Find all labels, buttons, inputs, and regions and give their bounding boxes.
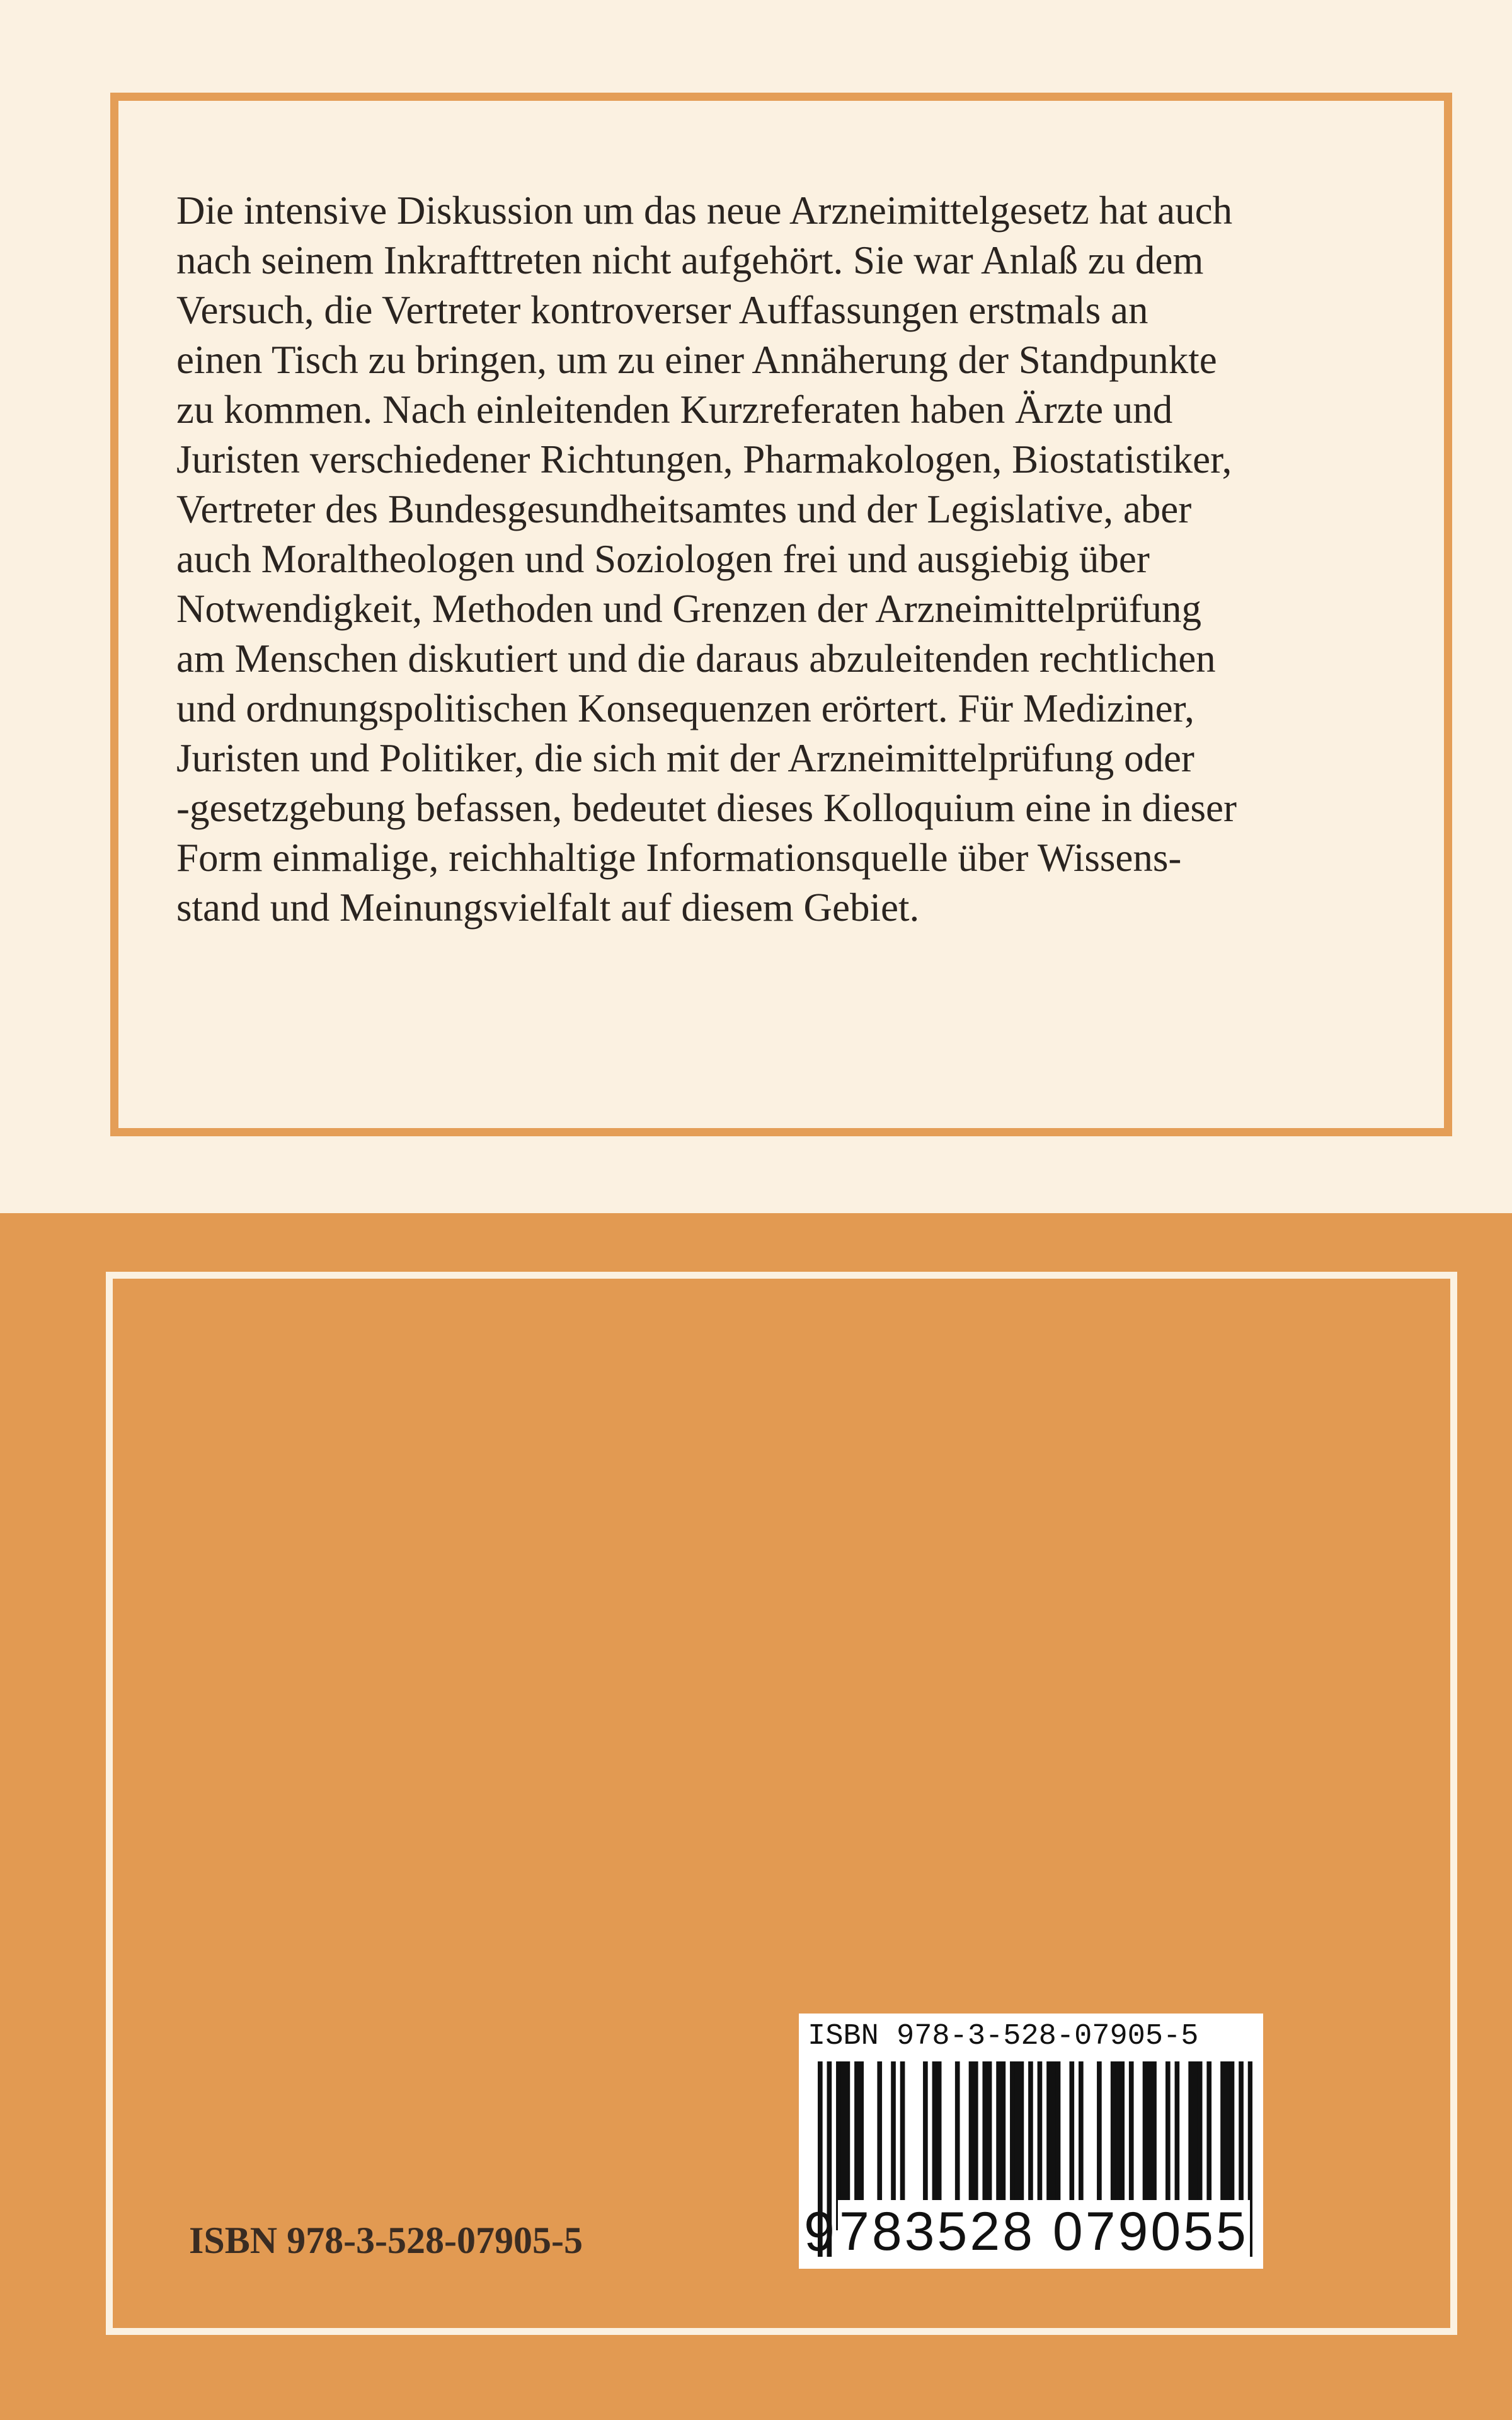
blurb-line: Die intensive Diskussion um das neue Arzneimittelgesetz hat auch: [176, 188, 1233, 233]
blurb-line: Juristen verschiedener Richtungen, Pharmakologen, Biostatistiker,: [176, 437, 1232, 481]
blurb-line: stand und Meinungsvielfalt auf diesem Gebiet.: [176, 885, 920, 930]
blurb-line: -gesetzgebung befassen, bedeutet dieses Kolloquium eine in dieser: [176, 786, 1237, 830]
blurb-line: zu kommen. Nach einleitenden Kurzreferaten haben Ärzte und: [176, 388, 1173, 432]
barcode-digits: 783528 079055: [839, 2201, 1249, 2262]
blurb-line: Form einmalige, reichhaltige Informationsquelle über Wissens-: [176, 836, 1182, 880]
isbn-label: ISBN 978-3-528-07905-5: [189, 2220, 583, 2261]
blurb-line: Vertreter des Bundesgesundheitsamtes und der Legislative, aber: [176, 487, 1192, 531]
blurb-line: Notwendigkeit, Methoden und Grenzen der Arzneimittelprüfung: [176, 587, 1202, 631]
blurb-line: Juristen und Politiker, die sich mit der Arzneimittelprüfung oder: [176, 736, 1194, 780]
blurb-line: einen Tisch zu bringen, um zu einer Annäherung der Standpunkte: [176, 338, 1217, 382]
blurb-line: Versuch, die Vertreter kontroverser Auffassungen erstmals an: [176, 288, 1148, 332]
blurb-text: [176, 186, 1395, 933]
blurb-line: und ordnungspolitischen Konsequenzen erörtert. Für Mediziner,: [176, 686, 1194, 730]
blurb-line: nach seinem Inkrafttreten nicht aufgehört. Sie war Anlaß zu dem: [176, 238, 1204, 282]
barcode-first-digit: 9: [804, 2200, 835, 2262]
cover-bottom-panel: [0, 1213, 1512, 2420]
barcode-isbn-text: ISBN 978-3-528-07905-5: [808, 2020, 1199, 2053]
blurb-line: am Menschen diskutiert und die daraus abzuleitenden rechtlichen: [176, 637, 1216, 681]
barcode-box: [799, 2014, 1263, 2269]
blurb-line: auch Moraltheologen und Soziologen frei und ausgiebig über: [176, 537, 1150, 581]
